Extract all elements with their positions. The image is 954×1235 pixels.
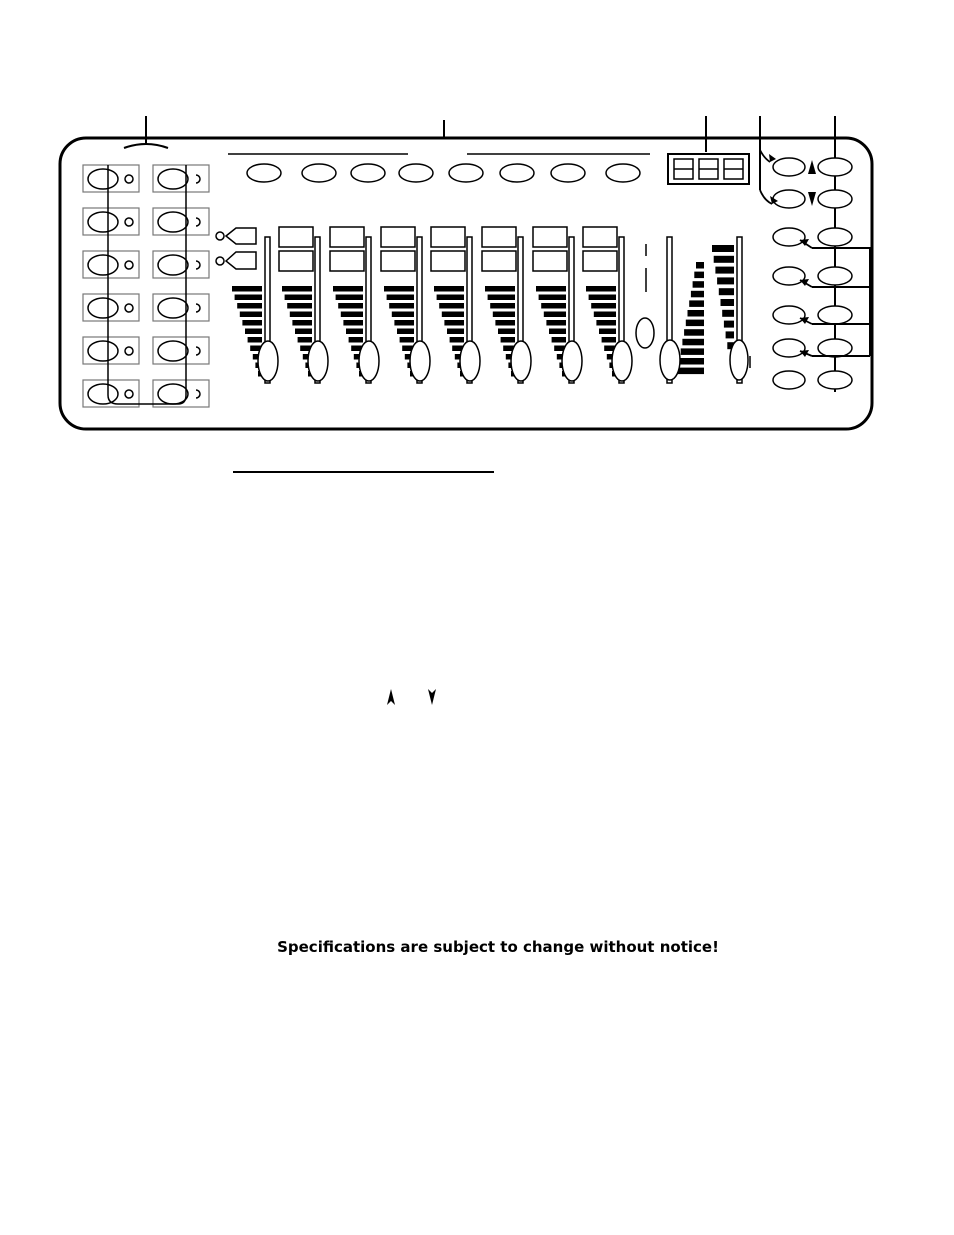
level-bar <box>295 329 312 335</box>
fader-knob <box>612 341 632 381</box>
level-bar <box>490 303 515 309</box>
scene-button-cap <box>158 255 188 275</box>
level-bar <box>488 295 515 301</box>
up-arrow-icon <box>384 688 398 706</box>
level-bar <box>586 286 616 292</box>
level-bar <box>501 337 515 343</box>
channel-label-box <box>482 251 516 271</box>
scene-button-cap <box>158 169 188 189</box>
top-round-button <box>247 164 281 182</box>
channel-fader-strip <box>482 227 531 383</box>
level-bar <box>714 256 734 263</box>
level-bar <box>541 303 566 309</box>
master-fader-strip <box>660 237 704 383</box>
channel-fader-strips <box>232 227 654 383</box>
channel-label-box <box>330 251 364 271</box>
function-button-left <box>773 228 805 246</box>
led-display <box>668 154 749 184</box>
level-bar <box>549 329 566 335</box>
level-bar <box>688 310 705 317</box>
function-button-right <box>818 190 852 208</box>
level-bar <box>591 303 616 309</box>
level-bar <box>237 303 262 309</box>
channel-label-box <box>330 227 364 247</box>
channel-label-box <box>381 227 415 247</box>
level-bar <box>679 358 704 365</box>
level-bar <box>715 267 734 274</box>
level-bar <box>384 286 414 292</box>
level-bar <box>696 262 704 269</box>
fader-knob <box>562 341 582 381</box>
level-bar <box>682 339 704 346</box>
small-oval-button <box>636 318 654 348</box>
level-bar <box>387 295 414 301</box>
scene-button <box>83 294 139 321</box>
callout-pointer <box>760 190 772 204</box>
top-round-button <box>551 164 585 182</box>
scene-button-cap <box>88 212 118 232</box>
level-bar <box>298 337 312 343</box>
scene-button <box>153 165 209 192</box>
channel-fader-strip <box>583 227 632 383</box>
channel-label-box <box>279 227 313 247</box>
function-button-left <box>773 267 805 285</box>
level-bar <box>724 321 734 328</box>
specifications-notice: Specifications are subject to change without notice! <box>277 938 719 956</box>
level-bar <box>240 312 262 318</box>
level-bar <box>536 286 566 292</box>
scene-button <box>153 337 209 364</box>
level-bar <box>439 303 464 309</box>
scene-button-cap <box>88 298 118 318</box>
level-bar <box>694 272 704 279</box>
scene-button-cap <box>158 212 188 232</box>
level-bar <box>397 329 414 335</box>
level-bar <box>285 295 312 301</box>
level-bar <box>684 329 704 336</box>
function-button-left <box>773 190 805 208</box>
level-bar <box>493 312 515 318</box>
scene-button <box>83 337 139 364</box>
level-bar <box>498 329 515 335</box>
fader-knob <box>359 341 379 381</box>
scene-button-cap <box>88 384 118 404</box>
level-bar <box>232 286 262 292</box>
level-bar <box>394 320 414 326</box>
level-bar <box>539 295 566 301</box>
scene-led-icon <box>196 175 200 183</box>
function-button-left <box>773 339 805 357</box>
level-bar <box>681 348 704 355</box>
top-round-button <box>500 164 534 182</box>
scene-button-cap <box>88 255 118 275</box>
callout-pointer <box>760 140 770 162</box>
level-bar <box>686 320 704 327</box>
level-bar <box>444 320 464 326</box>
level-bar <box>721 299 735 306</box>
level-bar <box>689 300 704 307</box>
fader-knob <box>460 341 480 381</box>
fader-knob <box>308 341 328 381</box>
master-fader-strip <box>712 237 750 383</box>
level-bar <box>726 331 734 338</box>
channel-label-box <box>482 227 516 247</box>
top-round-button <box>302 164 336 182</box>
level-bar <box>717 277 734 284</box>
top-round-button <box>399 164 433 182</box>
function-button-right <box>818 158 852 176</box>
channel-fader-strip <box>279 227 328 383</box>
channel-fader-strip <box>533 227 582 383</box>
section-underline <box>233 471 494 473</box>
scene-button-cap <box>88 341 118 361</box>
channel-label-box <box>279 251 313 271</box>
channel-label-box <box>533 227 567 247</box>
scene-button <box>83 251 139 278</box>
level-bar <box>290 312 312 318</box>
function-buttons <box>760 140 870 389</box>
scene-led-icon <box>125 390 133 398</box>
level-bar <box>338 303 363 309</box>
scene-button-cap <box>158 341 188 361</box>
channel-fader-strip <box>431 227 480 383</box>
level-bar <box>349 337 363 343</box>
scene-led-icon <box>196 218 200 226</box>
scene-button <box>153 208 209 235</box>
scene-button-grid <box>83 165 209 407</box>
function-button-right <box>818 267 852 285</box>
fader-knob <box>410 341 430 381</box>
function-button-right <box>818 339 852 357</box>
function-arrow-glyphs <box>808 160 816 206</box>
scene-button <box>153 251 209 278</box>
scene-button <box>83 208 139 235</box>
level-bar <box>389 303 414 309</box>
master-fader-strips <box>660 237 750 383</box>
scene-button <box>153 294 209 321</box>
channel-label-box <box>583 251 617 271</box>
level-bar <box>400 337 414 343</box>
fader-knob <box>258 341 278 381</box>
level-bar <box>346 329 363 335</box>
function-button-left <box>773 371 805 389</box>
function-button-left <box>773 306 805 324</box>
fader-knob <box>660 340 680 380</box>
function-button-right <box>818 371 852 389</box>
level-bar <box>336 295 363 301</box>
level-bar <box>287 303 312 309</box>
level-bar <box>450 337 464 343</box>
scene-led-icon <box>196 304 200 312</box>
scene-button-cap <box>158 384 188 404</box>
level-bar <box>594 312 616 318</box>
channel-fader-strip <box>232 237 278 383</box>
level-bar <box>546 320 566 326</box>
level-bar <box>602 337 616 343</box>
level-bar <box>447 329 464 335</box>
level-bar <box>599 329 616 335</box>
level-bar <box>691 291 704 298</box>
level-bar <box>245 329 262 335</box>
scene-led-icon <box>125 304 133 312</box>
level-bar <box>343 320 363 326</box>
level-bar <box>677 368 704 375</box>
channel-label-box <box>431 227 465 247</box>
function-button-right <box>818 306 852 324</box>
scene-button-cap <box>88 169 118 189</box>
level-bar <box>442 312 464 318</box>
level-bar <box>589 295 616 301</box>
scene-bracket <box>108 165 186 404</box>
level-bar <box>248 337 262 343</box>
scene-led-icon <box>125 175 133 183</box>
down-arrow-icon <box>425 688 439 706</box>
scene-led-icon <box>196 347 200 355</box>
fader-knob <box>730 340 748 380</box>
level-bar <box>495 320 515 326</box>
callout-lines <box>124 116 835 392</box>
channel-label-box <box>381 251 415 271</box>
level-bar <box>712 245 734 252</box>
level-bar <box>282 286 312 292</box>
channel-label-box <box>431 251 465 271</box>
top-round-button <box>449 164 483 182</box>
level-bar <box>485 286 515 292</box>
level-bar <box>722 310 734 317</box>
function-button-left <box>773 158 805 176</box>
scene-led-icon <box>196 390 200 398</box>
level-bar <box>392 312 414 318</box>
level-bar <box>242 320 262 326</box>
scene-led-icon <box>125 347 133 355</box>
level-bar <box>333 286 363 292</box>
level-bar <box>434 286 464 292</box>
channel-label-box <box>583 227 617 247</box>
channel-fader-strip <box>381 227 430 383</box>
channel-fader-strip <box>330 227 379 383</box>
level-bar <box>292 320 312 326</box>
level-bar <box>552 337 566 343</box>
side-tag-buttons <box>216 228 256 269</box>
level-bar <box>544 312 566 318</box>
level-bar <box>693 281 704 288</box>
led-digits <box>674 159 743 179</box>
scene-led-icon <box>125 218 133 226</box>
function-button-right <box>818 228 852 246</box>
level-bar <box>596 320 616 326</box>
scene-led-icon <box>125 261 133 269</box>
top-round-button <box>351 164 385 182</box>
level-bar <box>341 312 363 318</box>
fader-knob <box>511 341 531 381</box>
scene-button <box>83 165 139 192</box>
level-bar <box>719 288 734 295</box>
top-round-button <box>606 164 640 182</box>
channel-label-box <box>533 251 567 271</box>
scene-button-cap <box>158 298 188 318</box>
callout-arrowhead-icon <box>769 154 776 162</box>
scene-led-icon <box>196 261 200 269</box>
level-bar <box>437 295 464 301</box>
level-bar <box>235 295 262 301</box>
top-button-row <box>247 164 640 182</box>
